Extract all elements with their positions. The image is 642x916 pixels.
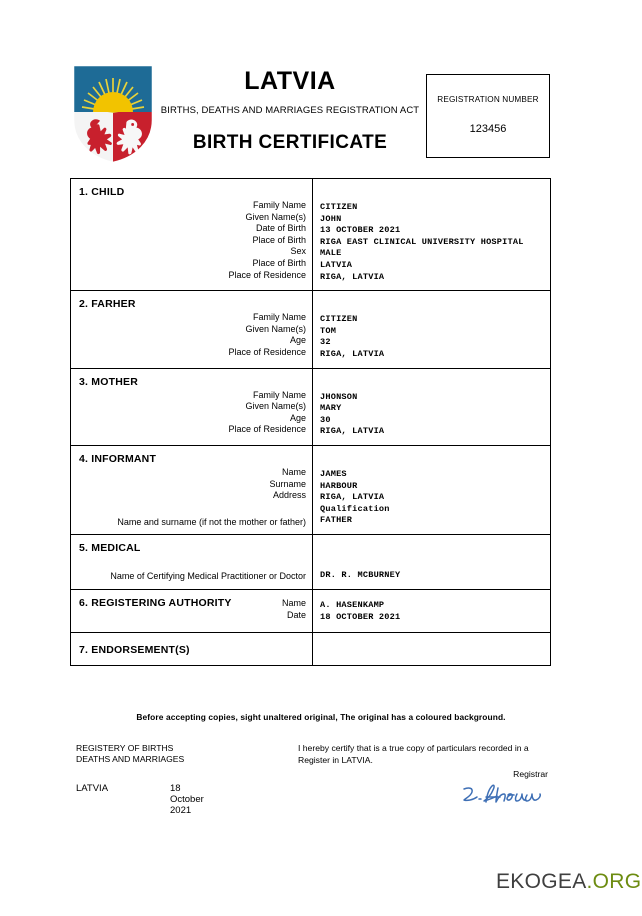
label-father-given-names: Given Name(s)	[245, 323, 306, 334]
section-mother-labels	[71, 369, 313, 445]
registration-number-box	[426, 74, 550, 158]
value-informant-qualification: FATHER	[320, 515, 353, 526]
value-informant-qualification-label: Qualification	[320, 503, 390, 514]
mother-label-list	[79, 390, 306, 436]
informant-label-list	[79, 467, 306, 502]
section-informant	[71, 446, 550, 535]
footer-date: 18 October 2021	[170, 783, 204, 816]
section-authority-labels	[71, 590, 313, 632]
value-place-of-birth-country: LATVIA	[320, 259, 353, 270]
value-place-of-residence: RIGA, LATVIA	[320, 271, 385, 282]
father-label-list	[79, 312, 306, 358]
registration-act-subtitle: BIRTHS, DEATHS AND MARRIAGES REGISTRATION ACT	[160, 105, 420, 116]
section-child-values	[313, 179, 550, 290]
certification-statement: I hereby certify that is a true copy of particulars recorded in a Register in LATVIA.	[298, 743, 529, 765]
child-label-list	[79, 200, 306, 281]
section-endorsements-labels	[71, 633, 313, 665]
label-family-name: Family Name	[252, 200, 306, 210]
section-child-labels	[71, 179, 313, 290]
value-date-of-birth: 13 OCTOBER 2021	[320, 225, 401, 236]
label-certifying-practitioner-line2: Practitioner or Doctor	[220, 570, 306, 581]
section-mother-heading: 3. MOTHER	[79, 375, 138, 388]
title-block	[160, 58, 420, 154]
label-father-age: Age	[289, 335, 306, 346]
certificate-table	[70, 178, 551, 666]
section-endorsements-values	[313, 633, 550, 665]
value-authority-date: 18 OCTOBER 2021	[320, 612, 401, 623]
section-authority-heading: 6. REGISTERING AUTHORITY	[79, 597, 232, 610]
label-place-of-birth: Place of Birth	[252, 234, 306, 245]
section-father-labels	[71, 291, 313, 367]
value-mother-given-names: MARY	[320, 403, 342, 414]
label-given-names: Given Name(s)	[245, 211, 306, 222]
document-type-title: BIRTH CERTIFICATE	[192, 132, 388, 153]
medical-value-list	[320, 570, 544, 582]
page-title: LATVIA	[244, 67, 336, 95]
section-child-heading: 1. CHILD	[79, 186, 125, 198]
copy-warning-notice: Before accepting copies, sight unaltered original, The original has a coloured background.	[136, 712, 506, 722]
registration-number-value: 123456	[469, 123, 507, 135]
label-place-of-birth-country: Place of Birth	[252, 257, 306, 268]
value-given-names: JOHN	[320, 213, 342, 224]
value-mother-place-of-residence: RIGA, LATVIA	[320, 426, 385, 437]
value-authority-name: A. HASENKAMP	[320, 600, 385, 611]
registrar-signature	[460, 782, 548, 810]
label-certifying-practitioner-line1: Name of Certifying Medical	[110, 570, 219, 581]
section-medical-heading: 5. MEDICAL	[79, 541, 141, 554]
medical-label-list	[79, 571, 306, 583]
section-medical-labels	[71, 535, 313, 590]
section-authority-values	[313, 590, 550, 632]
child-value-list	[320, 202, 544, 283]
ekogea-watermark	[496, 870, 641, 894]
value-informant-address: RIGA, LATVIA	[320, 492, 385, 503]
label-mother-given-names: Given Name(s)	[245, 401, 306, 412]
section-informant-labels	[71, 446, 313, 534]
label-informant-surname: Surname	[269, 478, 306, 489]
section-child	[71, 179, 550, 291]
value-father-given-names: TOM	[320, 325, 337, 336]
section-informant-heading: 4. INFORMANT	[79, 452, 157, 465]
authority-value-list	[320, 600, 544, 623]
value-informant-name: JAMES	[320, 468, 347, 479]
footer-country: LATVIA	[76, 783, 109, 794]
label-father-place-of-residence: Place of Residence	[228, 346, 306, 357]
watermark-brand: EKOGEA	[496, 870, 587, 893]
label-authority-name: Name	[281, 598, 306, 609]
label-place-of-residence: Place of Residence	[228, 269, 306, 280]
mother-value-list	[320, 392, 544, 438]
registry-office-block	[76, 743, 184, 765]
section-medical-values	[313, 535, 550, 590]
certificate-footer	[70, 736, 551, 826]
value-mother-family-name: JHONSON	[320, 391, 358, 402]
section-father	[71, 291, 550, 368]
label-father-family-name: Family Name	[252, 312, 306, 323]
value-place-of-birth: RIGA EAST CLINICAL UNIVERSITY HOSPITAL	[320, 236, 524, 247]
section-informant-values	[313, 446, 550, 534]
informant-value-list	[320, 469, 544, 527]
label-mother-place-of-residence: Place of Residence	[228, 424, 306, 435]
section-endorsements	[71, 633, 550, 666]
label-mother-family-name: Family Name	[252, 389, 306, 400]
watermark-tld: .ORG	[586, 870, 642, 893]
value-certifying-practitioner: DR. R. MCBURNEY	[320, 569, 401, 580]
section-medical	[71, 535, 550, 591]
label-sex: Sex	[290, 246, 306, 257]
registrar-label: Registrar	[513, 769, 548, 779]
value-mother-age: 30	[320, 414, 331, 425]
value-informant-surname: HARBOUR	[320, 480, 358, 491]
value-father-age: 32	[320, 337, 331, 348]
label-informant-address: Address	[272, 490, 306, 501]
value-father-family-name: CITIZEN	[320, 314, 358, 325]
label-authority-date: Date	[286, 610, 306, 621]
registry-line-2: DEATHS AND MARRIAGES	[76, 754, 185, 764]
label-date-of-birth: Date of Birth	[255, 223, 306, 234]
certificate-header	[70, 58, 551, 173]
value-family-name: CITIZEN	[320, 202, 358, 212]
section-registering-authority	[71, 590, 550, 633]
value-sex: MALE	[320, 248, 342, 259]
registration-number-label: REGISTRATION NUMBER	[437, 95, 539, 104]
label-informant-name: Name	[281, 466, 306, 477]
section-father-heading: 2. FARHER	[79, 298, 136, 311]
value-father-place-of-residence: RIGA, LATVIA	[320, 348, 385, 359]
label-mother-age: Age	[289, 412, 306, 423]
section-mother-values	[313, 369, 550, 445]
section-father-values	[313, 291, 550, 367]
registry-line-1: REGISTERY OF BIRTHS	[76, 743, 174, 753]
section-endorsements-heading: 7. ENDORSEMENT(S)	[79, 644, 190, 657]
section-mother	[71, 369, 550, 446]
informant-note: Name and surname (if not the mother or father)	[117, 516, 306, 527]
father-value-list	[320, 314, 544, 360]
